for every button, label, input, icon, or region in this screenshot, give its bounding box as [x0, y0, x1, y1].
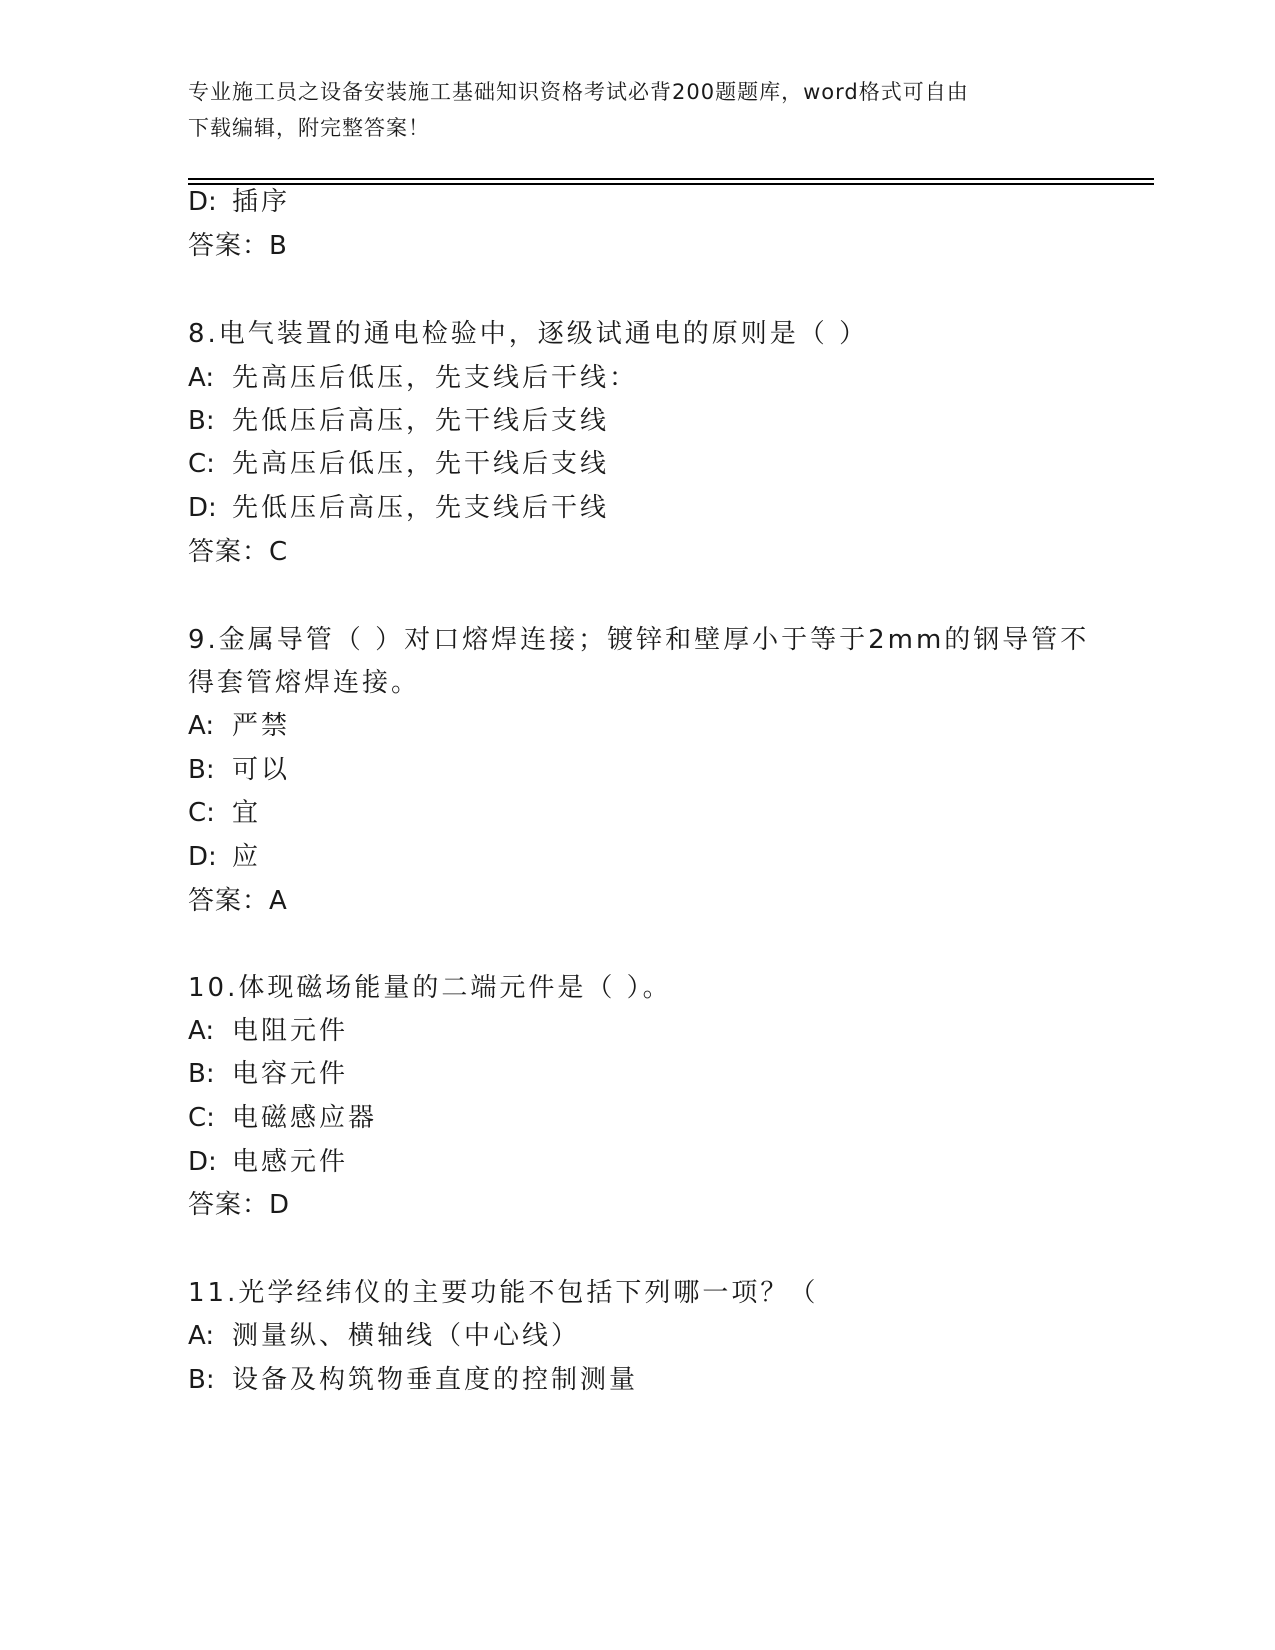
option-text: 可以 — [232, 755, 291, 785]
header-divider-bottom — [188, 183, 1154, 185]
question-9-option-a — [188, 710, 290, 742]
option-text: 先低压后高压，先干线后支线 — [232, 406, 610, 436]
question-11-option-a — [188, 1320, 580, 1352]
question-11-stem: 11.光学经纬仪的主要功能不包括下列哪一项？（ — [188, 1278, 819, 1308]
question-9-stem-line-2: 得套管熔焊连接。 — [188, 668, 421, 698]
option-letter: D: — [188, 842, 217, 872]
option-letter: B: — [188, 406, 215, 436]
option-letter: A: — [188, 1321, 215, 1351]
question-10-answer: 答案：D — [188, 1190, 291, 1220]
option-text: 测量纵、横轴线（中心线） — [232, 1321, 581, 1351]
question-10-option-b — [188, 1058, 348, 1090]
question-10-option-a — [188, 1015, 348, 1047]
option-text: 电磁感应器 — [232, 1103, 378, 1133]
question-8-stem: 8.电气装置的通电检验中，逐级试通电的原则是（ ） — [188, 319, 869, 349]
option-letter: B: — [188, 1365, 215, 1395]
option-text: 先低压后高压，先支线后干线 — [232, 493, 610, 523]
option-text: 电感元件 — [232, 1147, 349, 1177]
question-9-answer: 答案：A — [188, 886, 288, 916]
option-letter: A: — [188, 711, 215, 741]
option-letter: D: — [188, 493, 217, 523]
option-text: 应 — [232, 842, 262, 872]
option-text: 宜 — [232, 798, 262, 828]
question-11-option-b — [188, 1364, 638, 1396]
option-text: 插序 — [232, 187, 291, 217]
question-8-option-b — [188, 405, 609, 437]
option-letter: C: — [188, 1103, 215, 1133]
question-9-option-b — [188, 754, 290, 786]
header-divider-top — [188, 178, 1154, 180]
option-letter: A: — [188, 1016, 215, 1046]
option-text: 设备及构筑物垂直度的控制测量 — [232, 1365, 639, 1395]
option-letter: C: — [188, 798, 215, 828]
question-8-answer: 答案：C — [188, 537, 289, 567]
option-letter: B: — [188, 1059, 215, 1089]
question-8-option-c — [188, 448, 609, 480]
header-line-1: 专业施工员之设备安装施工基础知识资格考试必背200题题库，word格式可自由 — [188, 80, 969, 104]
option-text: 电阻元件 — [232, 1016, 349, 1046]
question-8-option-a — [188, 362, 638, 394]
option-text: 严禁 — [232, 711, 291, 741]
question-9-option-d — [188, 841, 261, 873]
option-letter: A: — [188, 363, 215, 393]
option-letter: C: — [188, 449, 215, 479]
answer-prev: 答案：B — [188, 231, 288, 261]
question-9-stem-line-1: 9.金属导管（ ）对口熔焊连接；镀锌和壁厚小于等于2mm的钢导管不 — [188, 625, 1090, 655]
document-header — [188, 74, 1068, 146]
option-text: 先高压后低压，先干线后支线 — [232, 449, 610, 479]
header-line-2: 下载编辑，附完整答案！ — [188, 116, 430, 140]
question-9-option-c — [188, 797, 261, 829]
question-8-option-d — [188, 492, 609, 524]
question-10-option-d — [188, 1146, 348, 1178]
option-letter: B: — [188, 755, 215, 785]
option-text: 先高压后低压，先支线后干线： — [232, 363, 639, 393]
question-10-option-c — [188, 1102, 377, 1134]
option-letter: D: — [188, 1147, 217, 1177]
option-d-prev — [188, 186, 290, 218]
option-text: 电容元件 — [232, 1059, 349, 1089]
option-letter: D: — [188, 187, 217, 217]
question-10-stem: 10.体现磁场能量的二端元件是（ ）。 — [188, 973, 672, 1003]
